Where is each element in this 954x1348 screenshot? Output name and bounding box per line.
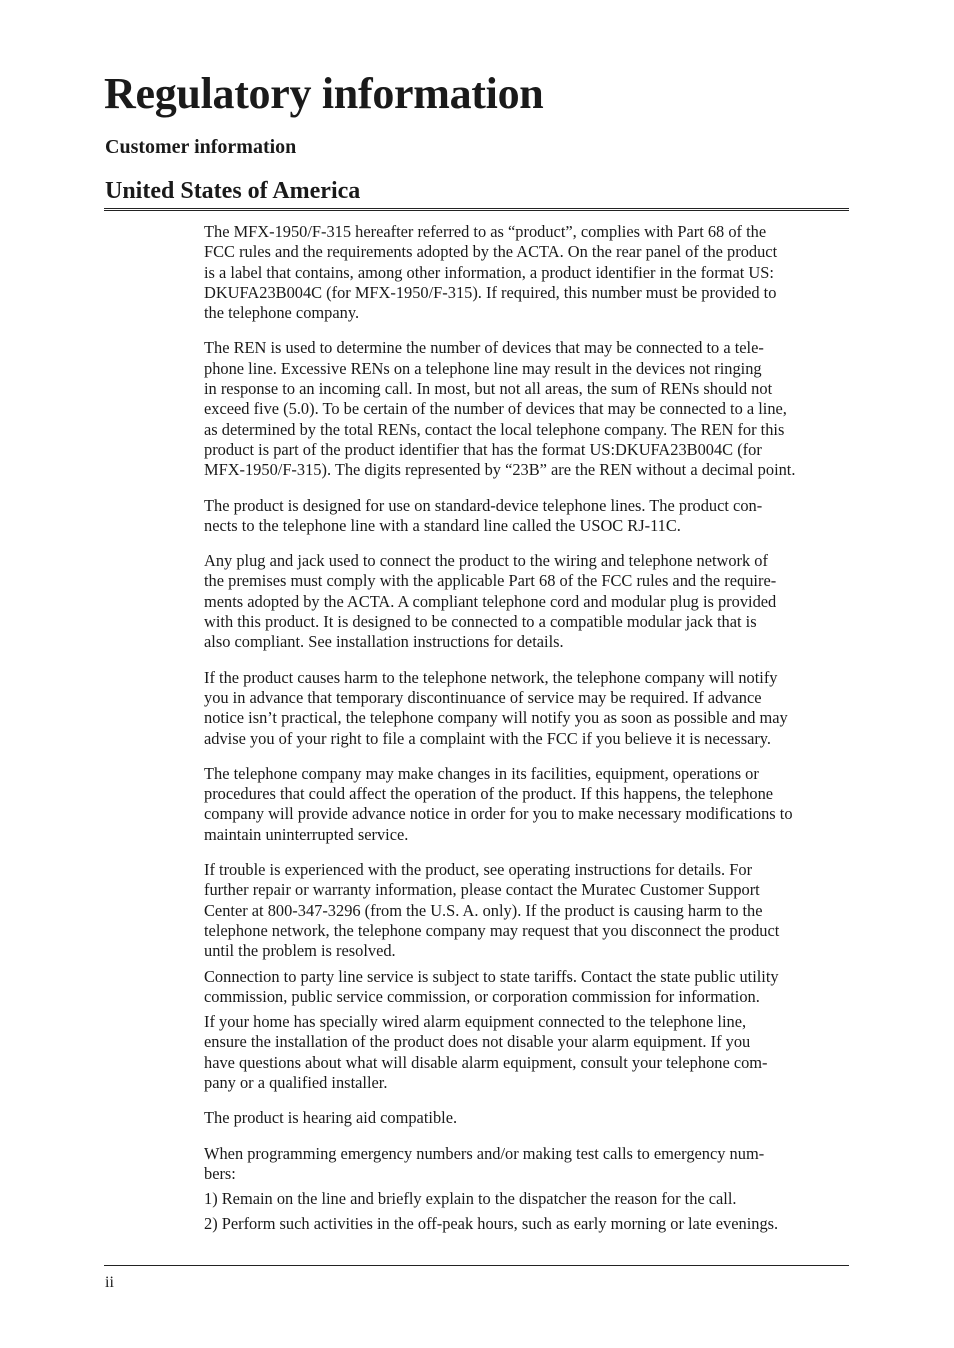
paragraph-2-line: MFX-1950/F-315). The digits represented by “23B” are the REN without a decimal point.	[204, 460, 796, 480]
paragraph-7-line: telephone network, the telephone company may request that you disconnect the product	[204, 920, 780, 940]
paragraph-3-line: nects to the telephone line with a standard line called the USOC RJ-11C.	[204, 515, 681, 535]
page-number: ii	[105, 1274, 114, 1291]
paragraph-10-line: The product is hearing aid compatible.	[204, 1108, 458, 1128]
paragraph-6-line: company will provide advance notice in order for you to make necessary modifications to	[204, 804, 793, 824]
paragraph-12-line: 1) Remain on the line and briefly explain to the dispatcher the reason for the call.	[204, 1189, 737, 1209]
paragraph-9-line: If your home has specially wired alarm equipment connected to the telephone line,	[204, 1012, 747, 1032]
customer-information-heading: Customer information	[105, 136, 297, 158]
paragraph-4-line: with this product. It is designed to be connected to a compatible modular jack that is	[204, 612, 757, 632]
paragraph-9-line: have questions about what will disable alarm equipment, consult your telephone com-	[204, 1052, 768, 1072]
footer-divider	[104, 1265, 849, 1266]
paragraph-1-line: is a label that contains, among other information, a product identifier in the format US:	[204, 262, 774, 282]
paragraph-7-line: further repair or warranty information, please contact the Muratec Customer Support	[204, 880, 760, 900]
paragraph-5-line: If the product causes harm to the telephone network, the telephone company will notify	[204, 667, 778, 687]
paragraph-8-line: commission, public service commission, or corporation commission for information.	[204, 986, 760, 1006]
paragraph-4-line: the premises must comply with the applicable Part 68 of the FCC rules and the require-	[204, 571, 777, 591]
paragraph-6-line: The telephone company may make changes in its facilities, equipment, operations or	[204, 763, 759, 783]
paragraph-5-line: notice isn’t practical, the telephone company will notify you as soon as possible and may	[204, 708, 788, 728]
paragraph-9-line: pany or a qualified installer.	[204, 1072, 388, 1092]
paragraph-4-line: Any plug and jack used to connect the product to the wiring and telephone network of	[204, 551, 768, 571]
paragraph-2-line: product is part of the product identifier that has the format US:DKUFA23B004C (for	[204, 439, 762, 459]
page-title: Regulatory information	[104, 69, 544, 118]
paragraph-4-line: ments adopted by the ACTA. A compliant telephone cord and modular plug is provided	[204, 591, 777, 611]
paragraph-7-line: If trouble is experienced with the product, see operating instructions for details. For	[204, 860, 753, 880]
paragraph-5-line: advise you of your right to file a complaint with the FCC if you believe it is necessary.	[204, 728, 772, 748]
paragraph-9-line: ensure the installation of the product does not disable your alarm equipment. If you	[204, 1032, 751, 1052]
regulatory-body-text	[204, 222, 854, 1235]
paragraph-2-line: The REN is used to determine the number of devices that may be connected to a tele-	[204, 338, 764, 358]
section-divider	[104, 208, 849, 211]
paragraph-2-line: phone line. Excessive RENs on a telephone line may result in the devices not ringing	[204, 358, 762, 378]
paragraph-2-line: in response to an incoming call. In most, but not all areas, the sum of RENs should not	[204, 379, 773, 399]
paragraph-11-line: bers:	[204, 1163, 236, 1183]
paragraph-3-line: The product is designed for use on standard-device telephone lines. The product con-	[204, 495, 763, 515]
paragraph-6-line: procedures that could affect the operation of the product. If this happens, the telephone	[204, 784, 774, 804]
paragraph-2-line: exceed five (5.0). To be certain of the number of devices that may be connected to a line,	[204, 399, 787, 419]
paragraph-1-line: FCC rules and the requirements adopted by the ACTA. On the rear panel of the product	[204, 242, 778, 262]
paragraph-6-line: maintain uninterrupted service.	[204, 824, 409, 844]
paragraph-1-line: the telephone company.	[204, 303, 360, 323]
paragraph-7-line: until the problem is resolved.	[204, 941, 396, 961]
section-heading-usa: United States of America	[105, 178, 361, 204]
paragraph-11-line: When programming emergency numbers and/or making test calls to emergency num-	[204, 1143, 765, 1163]
paragraph-5-line: you in advance that temporary discontinuance of service may be required. If advance	[204, 687, 762, 707]
paragraph-1-line: DKUFA23B004C (for MFX-1950/F-315). If required, this number must be provided to	[204, 282, 777, 302]
paragraph-8-line: Connection to party line service is subject to state tariffs. Contact the state public utility	[204, 966, 779, 986]
paragraph-4-line: also compliant. See installation instructions for details.	[204, 632, 564, 652]
paragraph-1-line: The MFX-1950/F-315 hereafter referred to as “product”, complies with Part 68 of the	[204, 222, 767, 241]
paragraph-7-line: Center at 800-347-3296 (from the U.S. A. only). If the product is causing harm to the	[204, 900, 763, 920]
paragraph-13-line: 2) Perform such activities in the off-peak hours, such as early morning or late evenings.	[204, 1214, 779, 1234]
paragraph-2-line: as determined by the total RENs, contact the local telephone company. The REN for this	[204, 419, 785, 439]
